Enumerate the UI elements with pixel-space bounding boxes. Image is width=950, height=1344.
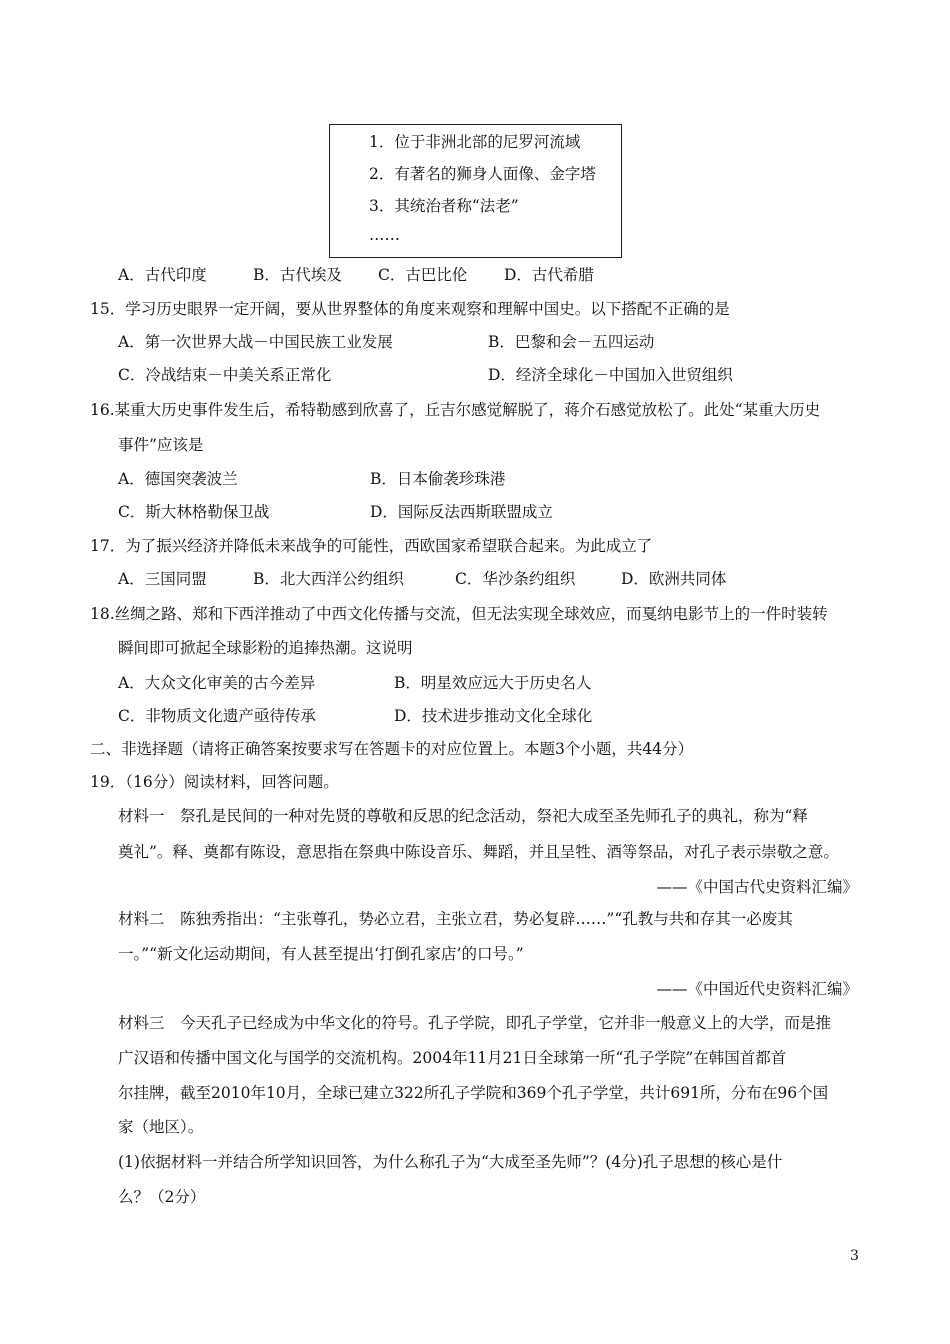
q16-option-a: A．德国突袭波兰 [118, 470, 238, 488]
q17-option-c: C．华沙条约组织 [455, 570, 576, 588]
material-1-line: 奠礼”。释、奠都有陈设，意思指在祭典中陈设音乐、舞蹈，并且呈牲、酒等祭品，对孔子表示崇敬之意。 [118, 843, 839, 861]
q19-stem: 19．（16分）阅读材料，回答问题。 [90, 773, 339, 791]
material-3-line: 广汉语和传播中国文化与国学的交流机构。2004年11月21日全球第一所“孔子学院”在韩国首都首 [118, 1049, 787, 1067]
q18-stem-cont: 瞬间即可掀起全球影粉的追捧热潮。这说明 [118, 639, 413, 657]
material-2-line: 材料二 陈独秀指出：“主张尊孔，势必立君，主张立君，势必复辟……”“孔教与共和存其一必废其 [118, 910, 793, 928]
q16-option-b: B．日本偷袭珍珠港 [370, 470, 506, 488]
q16-stem: 16.某重大历史事件发生后，希特勒感到欣喜了，丘吉尔感觉解脱了，蒋介石感觉放松了。此处“某重大历史 [90, 401, 821, 419]
q14-option-d: D．古代希腊 [504, 266, 594, 284]
q15-option-a: A．第一次世界大战－中国民族工业发展 [118, 333, 393, 351]
q14-option-b: B．古代埃及 [253, 266, 342, 284]
material-1-line: 材料一 祭孔是民间的一种对先贤的尊敬和反思的纪念活动，祭祀大成至圣先师孔子的典礼，称为“释 [118, 807, 808, 825]
material-3-line: 尔挂牌，截至2010年10月，全球已建立322所孔子学院和369个孔子学堂，共计691所，分布在96个国 [118, 1084, 829, 1102]
q17-option-a: A．三国同盟 [118, 570, 207, 588]
box-line: 3．其统治者称“法老” [369, 197, 519, 215]
q18-option-b: B．明星效应远大于历史名人 [394, 674, 592, 692]
q14-option-c: C．古巴比伦 [378, 266, 468, 284]
q16-option-c: C．斯大林格勒保卫战 [118, 503, 270, 521]
q18-stem: 18.丝绸之路、郑和下西洋推动了中西文化传播与交流，但无法实现全球效应，而戛纳电影节上的一件时装转 [90, 605, 828, 623]
q15-option-c: C．冷战结束－中美关系正常化 [118, 366, 332, 384]
q15-option-b: B．巴黎和会－五四运动 [488, 333, 655, 351]
box-line: …… [369, 226, 400, 244]
box-line: 2．有著名的狮身人面像、金字塔 [369, 165, 596, 183]
q18-option-d: D．技术进步推动文化全球化 [394, 707, 593, 725]
page-number: 3 [850, 1248, 859, 1264]
box-line: 1．位于非洲北部的尼罗河流域 [369, 133, 581, 151]
material-2-source: ——《中国近代史资料汇编》 [656, 980, 858, 998]
sub-question-1: (1)依据材料一并结合所学知识回答，为什么称孔子为“大成至圣先师”？(4分)孔子思想的核心是什 [118, 1153, 783, 1171]
q17-stem: 17．为了振兴经济并降低未来战争的可能性，西欧国家希望联合起来。为此成立了 [90, 537, 653, 555]
q18-option-c: C．非物质文化遗产亟待传承 [118, 707, 316, 725]
q14-option-a: A．古代印度 [118, 266, 207, 284]
sub-question-1-cont: 么？（2分） [118, 1188, 206, 1206]
q18-option-a: A．大众文化审美的古今差异 [118, 674, 316, 692]
q16-stem-cont: 事件”应该是 [118, 436, 204, 454]
material-3-line: 家（地区）。 [118, 1118, 204, 1136]
q17-option-d: D．欧洲共同体 [621, 570, 727, 588]
q16-option-d: D．国际反法西斯联盟成立 [370, 503, 553, 521]
q17-option-b: B．北大西洋公约组织 [253, 570, 404, 588]
material-3-line: 材料三 今天孔子已经成为中华文化的符号。孔子学院，即孔子学堂，它并非一般意义上的大学，而是推 [118, 1014, 832, 1032]
q15-stem: 15．学习历史眼界一定开阔，要从世界整体的角度来观察和理解中国史。以下搭配不正确的是 [90, 300, 730, 318]
material-1-source: ——《中国古代史资料汇编》 [656, 878, 858, 896]
section-heading: 二、非选择题（请将正确答案按要求写在答题卡的对应位置上。本题3个小题，共44分） [90, 740, 694, 758]
info-box [329, 124, 622, 258]
material-2-line: 一。”“新文化运动期间，有人甚至提出‘打倒孔家店’的口号。” [118, 945, 524, 963]
q15-option-d: D．经济全球化－中国加入世贸组织 [488, 366, 733, 384]
